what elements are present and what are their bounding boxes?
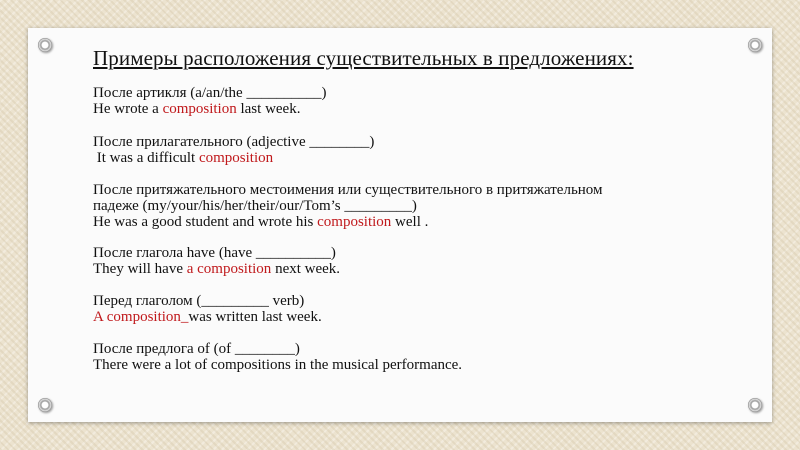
text: He was a good student and wrote his [93,214,318,230]
highlighted-noun: a composition [186,261,272,277]
example-sentence [93,357,462,373]
text: last week. [236,101,301,117]
text: It was a difficult [93,150,199,166]
text: There were a lot of compositions in the musical performance. [93,357,463,373]
rule-text: После притяжательного местоимения или существительного в притяжательном [93,182,603,198]
highlighted-noun: composition [162,101,237,117]
highlighted-noun: composition [317,214,392,230]
text: well . [391,214,429,230]
pin-icon [38,38,52,52]
highlighted-noun: A composition_ [93,309,189,325]
pin-icon [748,398,762,412]
text: was written last week. [188,309,322,325]
rule-text: После глагола have (have __________) [93,245,336,261]
slide-title: Примеры расположения существительных в предложениях: [93,46,634,70]
rule-text: После прилагательного (adjective ________) [93,134,375,150]
rule-text: После предлога of (of ________) [93,341,300,357]
example-sentence [93,309,322,325]
rule-text: После артикля (a/an/the __________) [93,85,327,101]
example-sentence [93,150,273,166]
highlighted-noun: composition [198,150,274,166]
pin-icon [748,38,762,52]
text: They will have [93,261,187,277]
example-sentence [93,261,340,277]
rule-text: Перед глаголом (_________ verb) [93,293,305,309]
text: next week. [271,261,341,277]
example-sentence [93,101,300,117]
text: He wrote a [93,101,163,117]
pin-icon [38,398,52,412]
example-sentence [93,214,428,230]
rule-text: падеже (my/your/his/her/their/our/Tom’s _________) [93,198,417,214]
